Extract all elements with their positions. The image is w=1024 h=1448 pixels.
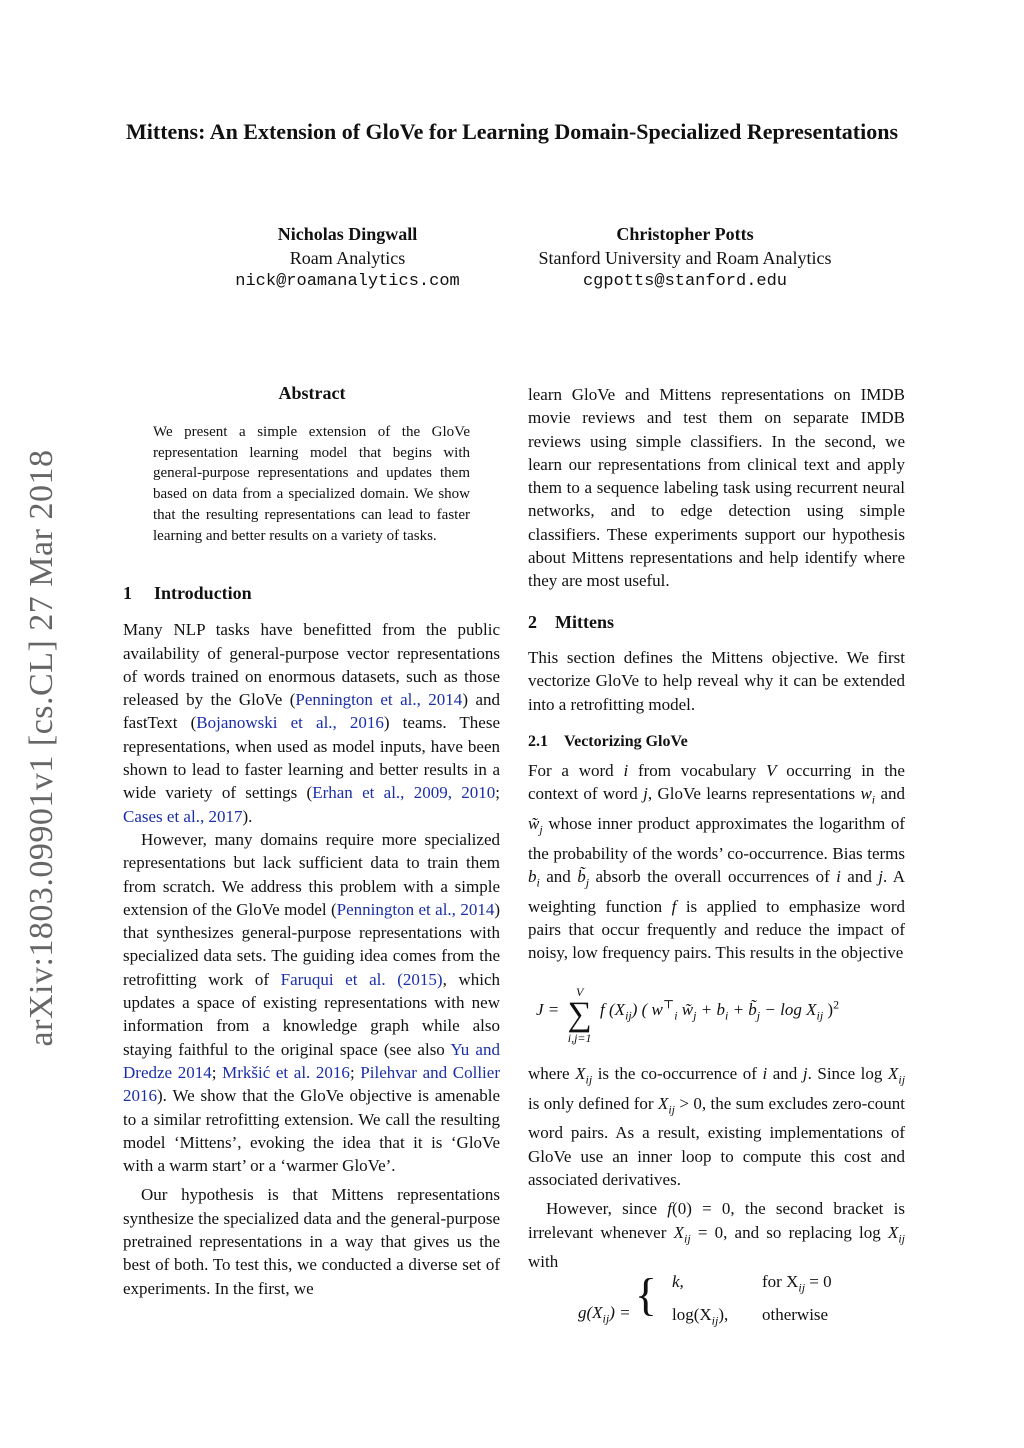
equation-body: f $(X_{ij})$ ( $w^⊤_i$ $w̃_j + b_i$ + $b̃_j - \log X_{ij}$ )$^2$ <box>600 997 840 1023</box>
case-1: k, for $X_{ij} = 0$ <box>672 1272 832 1295</box>
section-number: 1 <box>123 583 132 603</box>
intro-paragraph-1: Many NLP tasks have benefitted from the public availability of general-purpose vector representations of words trained on enormous datasets, such as those released by the GloVe (Pennington et al., 2014) and fastText (Bojanowski et al., 2016) teams. These representations, when used as model inputs, have been shown to lead to faster learning and better results in a wide variety of settings (Erhan et al., 2009, 2010; Cases et al., 2017). <box>123 620 500 826</box>
subsection-title: Vectorizing GloVe <box>564 732 688 750</box>
author-affiliation: Stanford University and Roam Analytics <box>538 248 832 268</box>
author-email: nick@roamanalytics.com <box>235 272 460 291</box>
arxiv-stamp-text: arXiv:1803.09901v1 [cs.CL] 27 Mar 2018 <box>23 449 60 1047</box>
citation-link[interactable]: Pilehvar and Collier 2016 <box>123 1062 500 1106</box>
citation-link[interactable]: Faruqui et al. (2015) <box>280 969 443 989</box>
abstract-heading: Abstract <box>278 383 346 403</box>
mittens-heading <box>528 611 905 634</box>
subsection-number: 2.1 <box>528 732 548 750</box>
author-block-1 <box>190 222 505 294</box>
summation: V ∑ i,j=1 <box>567 985 592 1045</box>
section-number: 2 <box>528 611 537 632</box>
case-2: $\log(X_{ij})$, otherwise <box>672 1305 829 1328</box>
glove-objective-equation: J = V ∑ i,j=1 f $(X_{ij})$ ( $w^⊤_i$ $w̃_j + b_i$ + $b̃_j - \log X_{ij}$ )$^2$ <box>536 985 840 1045</box>
citation-link[interactable]: Pennington et al., 2014 <box>295 690 463 710</box>
cooccurrence-paragraph: where $X_{ij}$ is the co-occurrence of i and j. Since $\log X_{ij}$ is only defined for $X_{ij} > 0$, the sum excludes zero-count word pairs. As a result, existing implementations of GloVe use an inner loop to compute this cost and associated derivatives. <box>528 1064 906 1189</box>
intro-paragraph-3: Our hypothesis is that Mittens representations synthesize the specialized data and the general-purpose pretrained representations in a way that gives us the best of both. To test this, we conducted a diverse set of experiments. In the first, we <box>123 1185 500 1298</box>
abstract-text: We present a simple extension of the GloVe representation learning model that begins with general-purpose representations and updates them based on data from a specialized domain. We show that the resulting representations can lead to faster learning and better results on a variety of tasks. <box>153 424 470 544</box>
left-column <box>123 582 500 1300</box>
section-title: Introduction <box>154 583 252 603</box>
vectorizing-heading <box>528 730 905 753</box>
citation-link[interactable]: Cases et al., 2017 <box>123 806 243 826</box>
citation-link[interactable]: Yu and Dredze 2014 <box>123 1039 500 1082</box>
equation-cases <box>672 1268 832 1335</box>
right-column-lower <box>528 1062 905 1274</box>
citation-link[interactable]: Mrkšić et al. 2016 <box>222 1062 350 1082</box>
author-name: Nicholas Dingwall <box>277 224 418 244</box>
section-title: Mittens <box>555 611 614 632</box>
citation-link[interactable]: Bojanowski et al., 2016 <box>196 713 384 733</box>
equation-lhs: $g(X_{ij})$ = <box>578 1303 631 1326</box>
vectorizing-paragraph: For a word i from vocabulary V occurring in the context of word j, GloVe learns representations $w_i$ and $w̃_j$ whose inner product approximates the logarithm of the probability of the words’ co-occurrence. Bias terms $b_i$ and $b̃_j$ absorb the overall occurrences of i and j. A weighting function f is applied to emphasize word pairs that occur frequently and reduce the impact of noisy, low frequency pairs. This results in the objective <box>528 761 906 963</box>
replacement-paragraph: However, since f(0) = 0, the second bracket is irrelevant whenever $X_{ij} = 0$, and so replacing $\log X_{ij}$ with <box>528 1199 906 1272</box>
intro-heading <box>123 582 500 605</box>
author-block-2 <box>505 222 865 294</box>
right-paragraph-0: learn GloVe and Mittens representations on IMDB movie reviews and test them on separate IMDB reviews using simple classifiers. In the second, we learn our representations from clinical text and apply them to a sequence labeling task using recurrent neural networks, and to edge detection using simple classifiers. These experiments support our hypothesis about Mittens representations and help identify where they are most useful. <box>528 385 905 591</box>
author-name: Christopher Potts <box>616 224 754 244</box>
citation-link[interactable]: Pennington et al., 2014 <box>336 899 495 919</box>
g-definition-equation: $g(X_{ij})$ = { <box>578 1269 657 1326</box>
author-affiliation: Roam Analytics <box>289 248 406 268</box>
mittens-paragraph: This section defines the Mittens objective. We first vectorize GloVe to help reveal why it can be extended into a retrofitting model. <box>528 647 905 714</box>
paper-title: Mittens: An Extension of GloVe for Learning Domain-Specialized Representations <box>125 119 899 144</box>
citation-link[interactable]: Erhan et al., 2009, 2010 <box>312 783 496 803</box>
author-email: cgpotts@stanford.edu <box>582 272 788 291</box>
right-column <box>528 383 905 965</box>
intro-paragraph-2: However, many domains require more specialized representations but lack sufficient data to train them from scratch. We address this problem with a simple extension of the GloVe model (Pennington et al., 2014) that synthesizes general-purpose representations with specialized data sets. The guiding idea comes from the retrofitting work of Faruqui et al. (2015), which updates a space of existing representations with new information from a knowledge graph while also staying faithful to the original space (see also Yu and Dredze 2014; Mrkšić et al. 2016; Pilehvar and Collier 2016). We show that the GloVe objective is amenable to a similar retrofitting extension. We call the resulting model ‘Mittens’, evoking the idea that it is ‘GloVe with a warm start’ or a ‘warmer GloVe’. <box>123 829 500 1176</box>
